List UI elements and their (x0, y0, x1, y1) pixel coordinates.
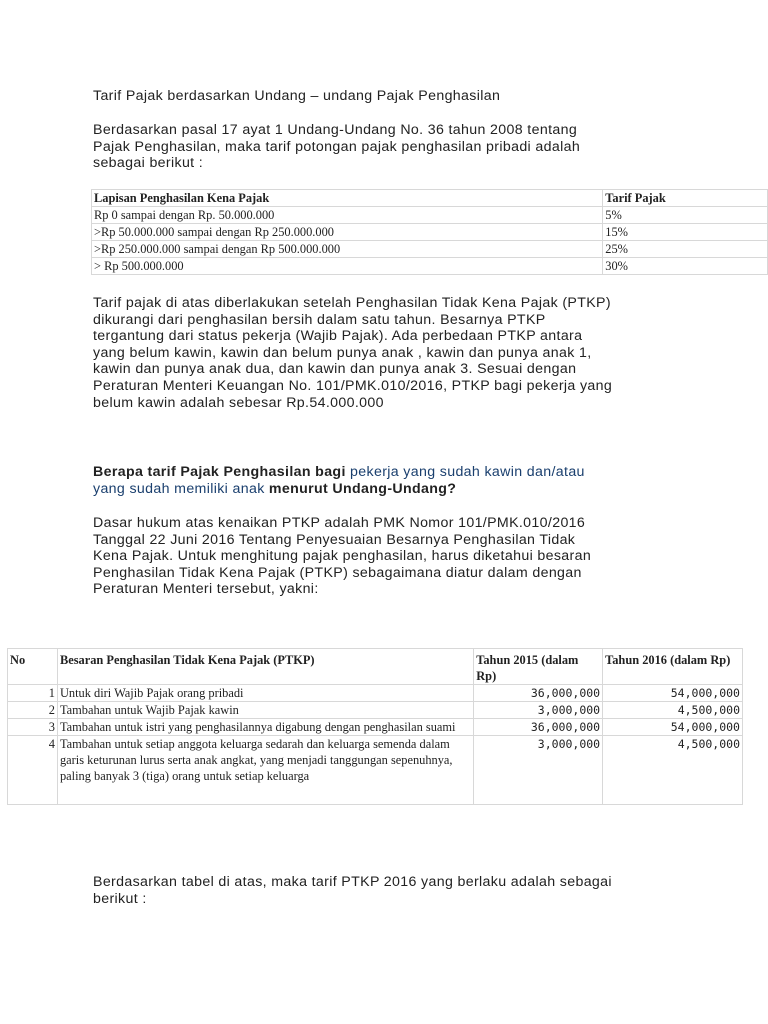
dasar-line: Dasar hukum atas kenaikan PTKP adalah PMK Nomor 101/PMK.010/2016 (93, 515, 586, 531)
table-row (8, 702, 743, 719)
table-cell: 4,500,000 (603, 736, 743, 805)
intro-paragraph (93, 122, 693, 172)
table-cell: Tambahan untuk istri yang penghasilannya digabung dengan penghasilan suami (57, 719, 473, 736)
dasar-line: Tanggal 22 Juni 2016 Tentang Penyesuaian Besarnya Penghasilan Tidak (93, 531, 576, 548)
row-number: 4 (8, 736, 58, 805)
table-cell: >Rp 50.000.000 sampai dengan Rp 250.000.000 (92, 224, 603, 241)
table-row (92, 224, 768, 241)
table-cell: 54,000,000 (603, 719, 743, 736)
ptkp-line: Peraturan Menteri Keuangan No. 101/PMK.010/2016, PTKP bagi pekerja yang (93, 377, 613, 394)
column-header: Tarif Pajak (603, 190, 768, 207)
table-cell: 54,000,000 (603, 685, 743, 702)
column-header: Tahun 2015 (dalam Rp) (474, 649, 603, 685)
ptkp-line: Tarif pajak di atas diberlakukan setelah Penghasilan Tidak Kena Pajak (PTKP) (93, 295, 611, 311)
table-header-row (8, 649, 743, 685)
table-cell: 5% (603, 207, 768, 224)
table-cell: 4,500,000 (603, 702, 743, 719)
tax-rate-table (91, 189, 768, 275)
closing-paragraph (93, 874, 693, 907)
intro-line: sebagai berikut : (93, 155, 204, 172)
row-number: 2 (8, 702, 58, 719)
table-cell: > Rp 500.000.000 (92, 258, 603, 275)
column-header: No (8, 649, 58, 685)
table-header-row (92, 190, 768, 207)
table-row (92, 207, 768, 224)
row-number: 1 (8, 685, 58, 702)
ptkp-line: yang belum kawin, kawin dan belum punya anak , kawin dan punya anak 1, (93, 344, 592, 361)
dasar-line: Peraturan Menteri tersebut, yakni: (93, 581, 319, 598)
table-cell: Tambahan untuk setiap anggota keluarga sedarah dan keluarga semenda dalam garis keturunan lurus serta anak angkat, yang menjadi tanggungan sepenuhnya, paling banyak 3 (tiga) orang untuk setiap keluarga (57, 736, 473, 805)
table-cell: 36,000,000 (474, 719, 603, 736)
ptkp-line: kawin dan punya anak dua, dan kawin dan punya anak 3. Sesuai dengan (93, 361, 577, 378)
table-row (92, 241, 768, 258)
ptkp-line: belum kawin adalah sebesar Rp.54.000.000 (93, 394, 384, 411)
table-cell: >Rp 250.000.000 sampai dengan Rp 500.000.000 (92, 241, 603, 258)
table-row (8, 719, 743, 736)
table-row (92, 258, 768, 275)
question-link[interactable]: pekerja yang sudah kawin dan/atau (350, 464, 585, 480)
table-cell: 30% (603, 258, 768, 275)
ptkp-line: dikurangi dari penghasilan bersih dalam satu tahun. Besarnya PTKP (93, 311, 546, 328)
table-row (8, 736, 743, 805)
closing-line: Berdasarkan tabel di atas, maka tarif PTKP 2016 yang berlaku adalah sebagai (93, 874, 612, 890)
table-cell: 3,000,000 (474, 702, 603, 719)
question-link[interactable]: yang sudah memiliki anak (93, 480, 265, 497)
page-title: Tarif Pajak berdasarkan Undang – undang Pajak Penghasilan (93, 88, 501, 104)
column-header: Tahun 2016 (dalam Rp) (603, 649, 743, 685)
table-cell: 3,000,000 (474, 736, 603, 805)
row-number: 3 (8, 719, 58, 736)
column-header: Lapisan Penghasilan Kena Pajak (92, 190, 603, 207)
dasar-line: Kena Pajak. Untuk menghitung pajak penghasilan, harus diketahui besaran (93, 548, 592, 565)
table-cell: 25% (603, 241, 768, 258)
column-header: Besaran Penghasilan Tidak Kena Pajak (PTKP) (57, 649, 473, 685)
table-row (8, 685, 743, 702)
ptkp-line: tergantung dari status pekerja (Wajib Pajak). Ada perbedaan PTKP antara (93, 328, 583, 345)
question-text: menurut Undang-Undang? (264, 480, 457, 497)
dasar-hukum-paragraph (93, 515, 693, 598)
table-cell: Rp 0 sampai dengan Rp. 50.000.000 (92, 207, 603, 224)
table-cell: 36,000,000 (474, 685, 603, 702)
dasar-line: Penghasilan Tidak Kena Pajak (PTKP) sebagaimana diatur dalam dengan (93, 564, 582, 581)
closing-line: berikut : (93, 890, 147, 907)
table-cell: Tambahan untuk Wajib Pajak kawin (57, 702, 473, 719)
ptkp-paragraph (93, 295, 693, 411)
intro-line: Berdasarkan pasal 17 ayat 1 Undang-Undang No. 36 tahun 2008 tentang (93, 122, 578, 138)
intro-line: Pajak Penghasilan, maka tarif potongan pajak penghasilan pribadi adalah (93, 138, 581, 155)
table-cell: 15% (603, 224, 768, 241)
table-cell: Untuk diri Wajib Pajak orang pribadi (57, 685, 473, 702)
question-heading (93, 464, 693, 497)
question-text: Berapa tarif Pajak Penghasilan bagi (93, 464, 351, 480)
ptkp-table (7, 648, 743, 805)
